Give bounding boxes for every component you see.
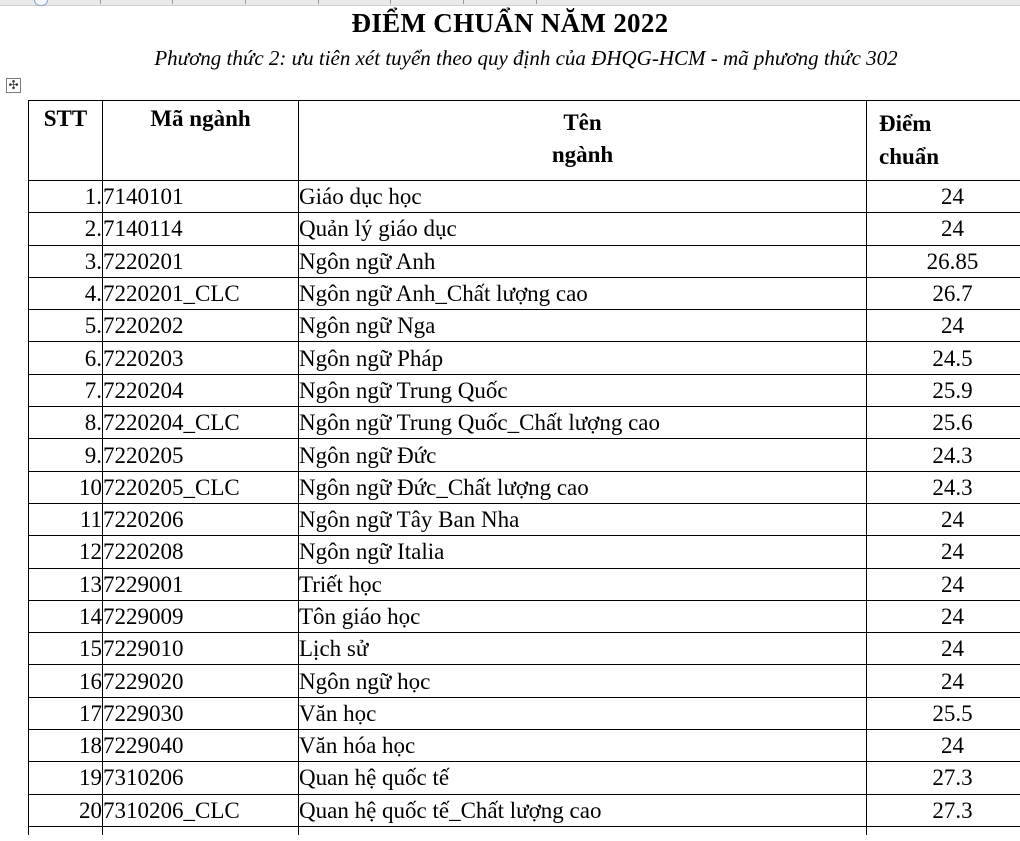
row-score: 24 (867, 503, 1020, 535)
move-icon[interactable]: ✣ (6, 78, 21, 93)
row-name: Ngôn ngữ Anh (299, 245, 867, 277)
ruler-tick (536, 0, 537, 4)
score-table (28, 100, 1020, 835)
row-stt: 13 (29, 568, 103, 600)
table-row (29, 181, 1020, 213)
table-row (29, 439, 1020, 471)
row-stt: 18 (29, 730, 103, 762)
row-code: 7229030 (103, 697, 299, 729)
row-name: Ngôn ngữ Nga (299, 310, 867, 342)
row-name: Tôn giáo học (299, 600, 867, 632)
row-stt: 2. (29, 213, 103, 245)
row-stt: 16 (29, 665, 103, 697)
ruler-tick (463, 0, 464, 4)
row-cell (299, 826, 867, 835)
row-name: Giáo dục học (299, 181, 867, 213)
row-code: 7310206 (103, 762, 299, 794)
header-name (299, 101, 867, 181)
table-row (29, 568, 1020, 600)
row-name: Lịch sử (299, 633, 867, 665)
table-row (29, 600, 1020, 632)
row-score: 27.3 (867, 794, 1020, 826)
document-title: ĐIỂM CHUẨN NĂM 2022 (351, 8, 669, 38)
table-row (29, 213, 1020, 245)
row-code: 7229001 (103, 568, 299, 600)
row-score: 24 (867, 310, 1020, 342)
row-stt: 12 (29, 536, 103, 568)
row-stt: 6. (29, 342, 103, 374)
row-stt: 14 (29, 600, 103, 632)
row-name: Ngôn ngữ học (299, 665, 867, 697)
row-stt: 5. (29, 310, 103, 342)
row-name: Ngôn ngữ Đức_Chất lượng cao (299, 471, 867, 503)
row-code: 7140114 (103, 213, 299, 245)
header-score-line2: chuẩn (879, 144, 940, 170)
row-score: 24 (867, 730, 1020, 762)
row-code: 7310206_CLC (103, 794, 299, 826)
table-row (29, 794, 1020, 826)
row-code: 7220206 (103, 503, 299, 535)
row-code: 7229040 (103, 730, 299, 762)
row-cell (103, 826, 299, 835)
row-score: 25.6 (867, 407, 1020, 439)
row-stt: 17 (29, 697, 103, 729)
row-name: Ngôn ngữ Pháp (299, 342, 867, 374)
row-stt: 4. (29, 277, 103, 309)
header-score-line1: Điểm (879, 111, 932, 136)
header-name-line1: Tên (563, 110, 602, 135)
header-score (867, 101, 1020, 181)
row-code: 7220205_CLC (103, 471, 299, 503)
row-code: 7229010 (103, 633, 299, 665)
table-row (29, 697, 1020, 729)
ruler-tick (390, 0, 391, 4)
row-name: Quan hệ quốc tế_Chất lượng cao (299, 794, 867, 826)
table-row (29, 471, 1020, 503)
row-stt: 15 (29, 633, 103, 665)
row-name: Ngôn ngữ Anh_Chất lượng cao (299, 277, 867, 309)
row-name: Văn học (299, 697, 867, 729)
table-row (29, 665, 1020, 697)
row-score: 24 (867, 213, 1020, 245)
row-score: 24.3 (867, 471, 1020, 503)
row-name: Ngôn ngữ Trung Quốc (299, 374, 867, 406)
table-header-row (29, 101, 1020, 181)
row-score: 26.85 (867, 245, 1020, 277)
row-score: 25.5 (867, 697, 1020, 729)
row-score: 24 (867, 600, 1020, 632)
ruler (0, 0, 1020, 6)
row-code: 7220208 (103, 536, 299, 568)
row-name: Quản lý giáo dục (299, 213, 867, 245)
table-row (29, 633, 1020, 665)
row-code: 7220202 (103, 310, 299, 342)
row-score: 27.3 (867, 762, 1020, 794)
row-score: 24 (867, 181, 1020, 213)
row-code: 7229020 (103, 665, 299, 697)
document-subtitle: Phương thức 2: ưu tiên xét tuyển theo quy định của ĐHQG-HCM - mã phương thức 302 (154, 46, 898, 70)
table-row (29, 374, 1020, 406)
row-code: 7220203 (103, 342, 299, 374)
row-stt: 7. (29, 374, 103, 406)
row-code: 7220205 (103, 439, 299, 471)
table-row (29, 762, 1020, 794)
row-score: 24.5 (867, 342, 1020, 374)
row-stt: 19 (29, 762, 103, 794)
row-code: 7220204 (103, 374, 299, 406)
table-row (29, 536, 1020, 568)
row-name: Văn hóa học (299, 730, 867, 762)
row-score: 24 (867, 536, 1020, 568)
row-cell (29, 826, 103, 835)
ruler-tick (245, 0, 246, 4)
row-name: Ngôn ngữ Tây Ban Nha (299, 503, 867, 535)
row-name: Ngôn ngữ Trung Quốc_Chất lượng cao (299, 407, 867, 439)
row-code: 7220204_CLC (103, 407, 299, 439)
table-row (29, 730, 1020, 762)
row-stt: 1. (29, 181, 103, 213)
table-row (29, 826, 1020, 835)
row-stt: 8. (29, 407, 103, 439)
table-row (29, 245, 1020, 277)
row-code: 7220201_CLC (103, 277, 299, 309)
ruler-tick (172, 0, 173, 4)
row-score: 26.7 (867, 277, 1020, 309)
row-stt: 9. (29, 439, 103, 471)
header-name-line2: ngành (551, 142, 614, 168)
row-name: Ngôn ngữ Italia (299, 536, 867, 568)
row-score: 25.9 (867, 374, 1020, 406)
row-code: 7229009 (103, 600, 299, 632)
table-row (29, 407, 1020, 439)
ruler-tick (100, 0, 101, 4)
row-code: 7220201 (103, 245, 299, 277)
row-stt: 11 (29, 503, 103, 535)
header-code: Mã ngành (103, 101, 299, 181)
table-row (29, 342, 1020, 374)
row-stt: 20 (29, 794, 103, 826)
row-name: Quan hệ quốc tế (299, 762, 867, 794)
ruler-tick (318, 0, 319, 4)
row-stt: 3. (29, 245, 103, 277)
row-name: Ngôn ngữ Đức (299, 439, 867, 471)
row-code: 7140101 (103, 181, 299, 213)
row-score: 24.3 (867, 439, 1020, 471)
row-score: 24 (867, 665, 1020, 697)
row-name: Triết học (299, 568, 867, 600)
table-row (29, 310, 1020, 342)
row-stt: 10 (29, 471, 103, 503)
row-cell (867, 826, 1020, 835)
row-score: 24 (867, 568, 1020, 600)
table-row (29, 277, 1020, 309)
table-row (29, 503, 1020, 535)
header-stt: STT (29, 101, 103, 181)
row-score: 24 (867, 633, 1020, 665)
ruler-indent-marker[interactable] (34, 0, 48, 6)
